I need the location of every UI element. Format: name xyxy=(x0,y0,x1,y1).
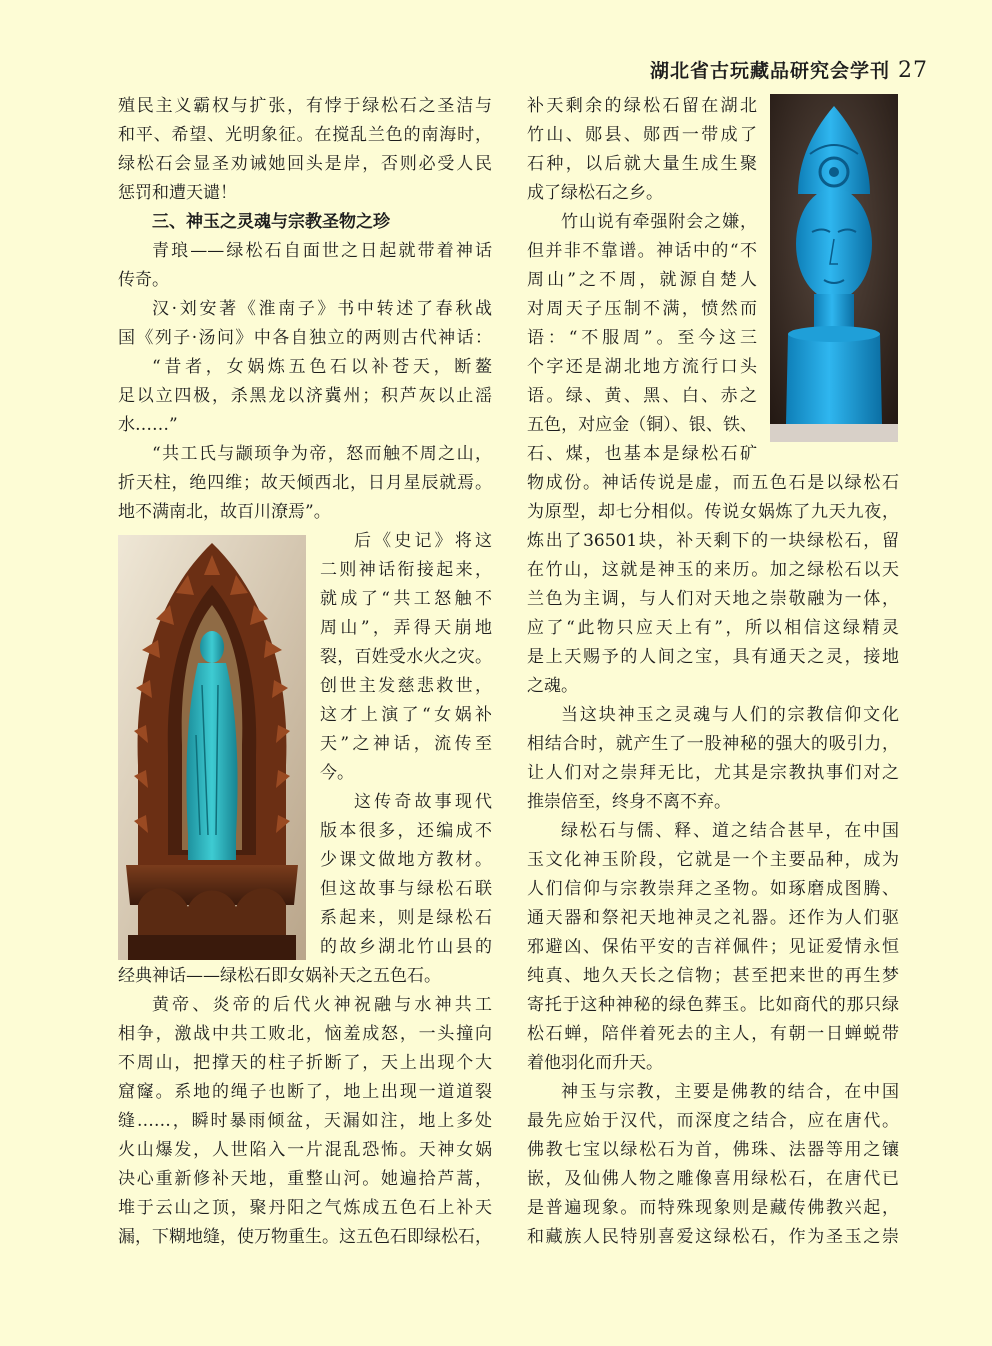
page-number: 27 xyxy=(898,58,928,83)
column_right-line: 让人们对之崇拜无比，尤其是宗教执事们对之 xyxy=(527,763,899,783)
column_right-line: 纯真、地久天长之信物；甚至把来世的再生梦 xyxy=(527,966,899,986)
column_left-line: 三、神玉之灵魂与宗教圣物之珍 xyxy=(152,212,390,232)
column_right-line: 最先应始于汉代，而深度之结合，应在唐代。 xyxy=(527,1111,899,1131)
column_left-line: 火山爆发，人世陷入一片混乱恐怖。天神女娲 xyxy=(118,1140,492,1160)
column_right-line: 石、煤，也基本是绿松石矿 xyxy=(527,444,757,464)
column_left-line: 地不满南北，故百川潦焉”。 xyxy=(118,502,331,522)
column_right-line: 嵌，及仙佛人物之雕像喜用绿松石，在唐代已 xyxy=(527,1169,899,1189)
column_right-line: 但并非不靠谱。神话中的“不 xyxy=(527,241,757,261)
column_left-line: 传奇。 xyxy=(118,270,169,290)
column_right-line: 兰色为主调，与人们对天地之崇敬融为一体， xyxy=(527,589,899,609)
column_right-line: 着他羽化而升天。 xyxy=(527,1053,663,1073)
column_left-line: 缝……，瞬时暴雨倾盆，天漏如注，地上多处 xyxy=(118,1111,492,1131)
column_right-line: 是普遍现象。而特殊现象则是藏传佛教兴起， xyxy=(527,1198,899,1218)
column_right-line: 人们信仰与宗教崇拜之圣物。如琢磨成图腾、 xyxy=(527,879,899,899)
column_left-line: 少课文做地方教材。 xyxy=(320,850,492,870)
column_right-line: 相结合时，就产生了一股神秘的强大的吸引力， xyxy=(527,734,899,754)
column_left-line: 不周山，把撑天的柱子折断了，天上出现个大 xyxy=(118,1053,492,1073)
column_right-line: 松石蝉，陪伴着死去的主人，有朝一日蝉蜕带 xyxy=(527,1024,899,1044)
column_left-line: 经典神话——绿松石即女娲补天之五色石。 xyxy=(118,966,441,986)
column_left-line: 堆于云山之顶，聚丹阳之气炼成五色石上补天 xyxy=(118,1198,492,1218)
column_right-line: 成了绿松石之乡。 xyxy=(527,183,663,203)
column_left-line: 和平、希望、光明象征。在搅乱兰色的南海时， xyxy=(118,125,492,145)
column_right-line: 炼出了36501块，补天剩下的一块绿松石，留 xyxy=(527,531,899,551)
column_left-line: 裂，百姓受水火之灾。 xyxy=(320,647,492,667)
column_right-line: 当这块神玉之灵魂与人们的宗教信仰文化 xyxy=(561,705,899,725)
column_left-line: 国《列子·汤问》中各自独立的两则古代神话： xyxy=(118,328,492,348)
column_left-line: 决心重新修补天地，重整山河。她遍拾芦蒿， xyxy=(118,1169,492,1189)
column_left-line: 周山”，弄得天崩地 xyxy=(320,618,492,638)
running-header xyxy=(650,56,928,83)
column_right-line: 周山”之不周，就源自楚人 xyxy=(527,270,757,290)
column_left-line: 相争，激战中共工败北，恼羞成怒，一头撞向 xyxy=(118,1024,492,1044)
column_left-line: 今。 xyxy=(320,763,354,783)
column_left-line: “共工氏与颛顼争为帝，怒而触不周之山， xyxy=(152,444,492,464)
column_left-line: 后《史记》将这 xyxy=(354,531,492,551)
column_right-line: 语：“不服周”。至今这三 xyxy=(527,328,757,348)
column_right-line: 应了“此物只应天上有”，所以相信这绿精灵 xyxy=(527,618,899,638)
buddha-head-photo xyxy=(770,94,898,442)
column_left-line: 二则神话衔接起来， xyxy=(320,560,492,580)
column_left-line: 的故乡湖北竹山县的 xyxy=(320,937,492,957)
column_right-line: 寄托于这种神秘的绿色葬玉。比如商代的那只绿 xyxy=(527,995,899,1015)
column_left-line: 系起来，则是绿松石 xyxy=(320,908,492,928)
column_right-line: 对周天子压制不满，愤然而 xyxy=(527,299,757,319)
column_left-line: 漏，下糊地缝，使万物重生。这五色石即绿松石， xyxy=(118,1227,492,1247)
column_left-line: 青琅——绿松石自面世之日起就带着神话 xyxy=(152,241,492,261)
column_left-line: 窟窿。系地的绳子也断了，地上出现一道道裂 xyxy=(118,1082,492,1102)
column_right-line: 推崇倍至，终身不离不弃。 xyxy=(527,792,731,812)
column_left-line: “昔者，女娲炼五色石以补苍天，断鳌 xyxy=(152,357,492,377)
column_right-line: 通天器和祭祀天地神灵之礼器。还作为人们驱 xyxy=(527,908,899,928)
column_left-line: 天”之神话，流传至 xyxy=(320,734,492,754)
column_left-line: 就成了“共工怒触不 xyxy=(320,589,492,609)
guanyin-statue-photo xyxy=(118,535,306,960)
column_left-line: 但这故事与绿松石联 xyxy=(320,879,492,899)
column_right-line: 之魂。 xyxy=(527,676,578,696)
column_right-line: 竹山说有牵强附会之嫌， xyxy=(561,212,757,232)
column_right-line: 神玉与宗教，主要是佛教的结合，在中国 xyxy=(561,1082,899,1102)
column_left-line: 创世主发慈悲救世， xyxy=(320,676,492,696)
column_right-line: 补天剩余的绿松石留在湖北 xyxy=(527,96,757,116)
column_left-line: 这才上演了“女娲补 xyxy=(320,705,492,725)
column_right-line: 个字还是湖北地方流行口头 xyxy=(527,357,757,377)
column_left-line: 版本很多，还编成不 xyxy=(320,821,492,841)
column_right-line: 佛教七宝以绿松石为首，佛珠、法器等用之镶 xyxy=(527,1140,899,1160)
column_right-line: 绿松石与儒、释、道之结合甚早，在中国 xyxy=(561,821,899,841)
column_left-line: 足以立四极，杀黑龙以济冀州；积芦灰以止滛 xyxy=(118,386,492,406)
column_left-line: 这传奇故事现代 xyxy=(354,792,492,812)
column_right-line: 物成份。神话传说是虚，而五色石是以绿松石 xyxy=(527,473,899,493)
column_right-line: 五色，对应金（铜）、银、铁、 xyxy=(527,415,757,435)
column_right-line: 玉文化神玉阶段，它就是一个主要品种，成为 xyxy=(527,850,899,870)
column_right-line: 在竹山，这就是神玉的来历。加之绿松石以天 xyxy=(527,560,899,580)
column_right-line: 为原型，却七分相似。传说女娲炼了九天九夜， xyxy=(527,502,899,522)
column_left-line: 惩罚和遭天谴！ xyxy=(118,183,237,203)
column_right-line: 竹山、郧县、郧西一带成了 xyxy=(527,125,757,145)
column_left-line: 水……” xyxy=(118,415,178,435)
column_left-line: 汉·刘安著《淮南子》书中转述了春秋战 xyxy=(152,299,492,319)
column_left-line: 黄帝、炎帝的后代火神祝融与水神共工 xyxy=(152,995,492,1015)
column_right-line: 邪避凶、保佑平安的吉祥佩件；见证爱情永恒 xyxy=(527,937,899,957)
column_right-line: 石种，以后就大量生成生聚 xyxy=(527,154,757,174)
column_right-line: 语。绿、黄、黑、白、赤之 xyxy=(527,386,757,406)
column_right-line: 和藏族人民特别喜爱这绿松石，作为圣玉之崇 xyxy=(527,1227,899,1247)
column_right-line: 是上天赐予的人间之宝，具有通天之灵，接地 xyxy=(527,647,899,667)
column_left-line: 殖民主义霸权与扩张，有悖于绿松石之圣洁与 xyxy=(118,96,492,116)
column_left-line: 绿松石会显圣劝诫她回头是岸，否则必受人民 xyxy=(118,154,492,174)
column_left-line: 折天柱，绝四维；故天倾西北，日月星辰就焉。 xyxy=(118,473,492,493)
journal-title: 湖北省古玩藏品研究会学刊 xyxy=(649,60,890,82)
